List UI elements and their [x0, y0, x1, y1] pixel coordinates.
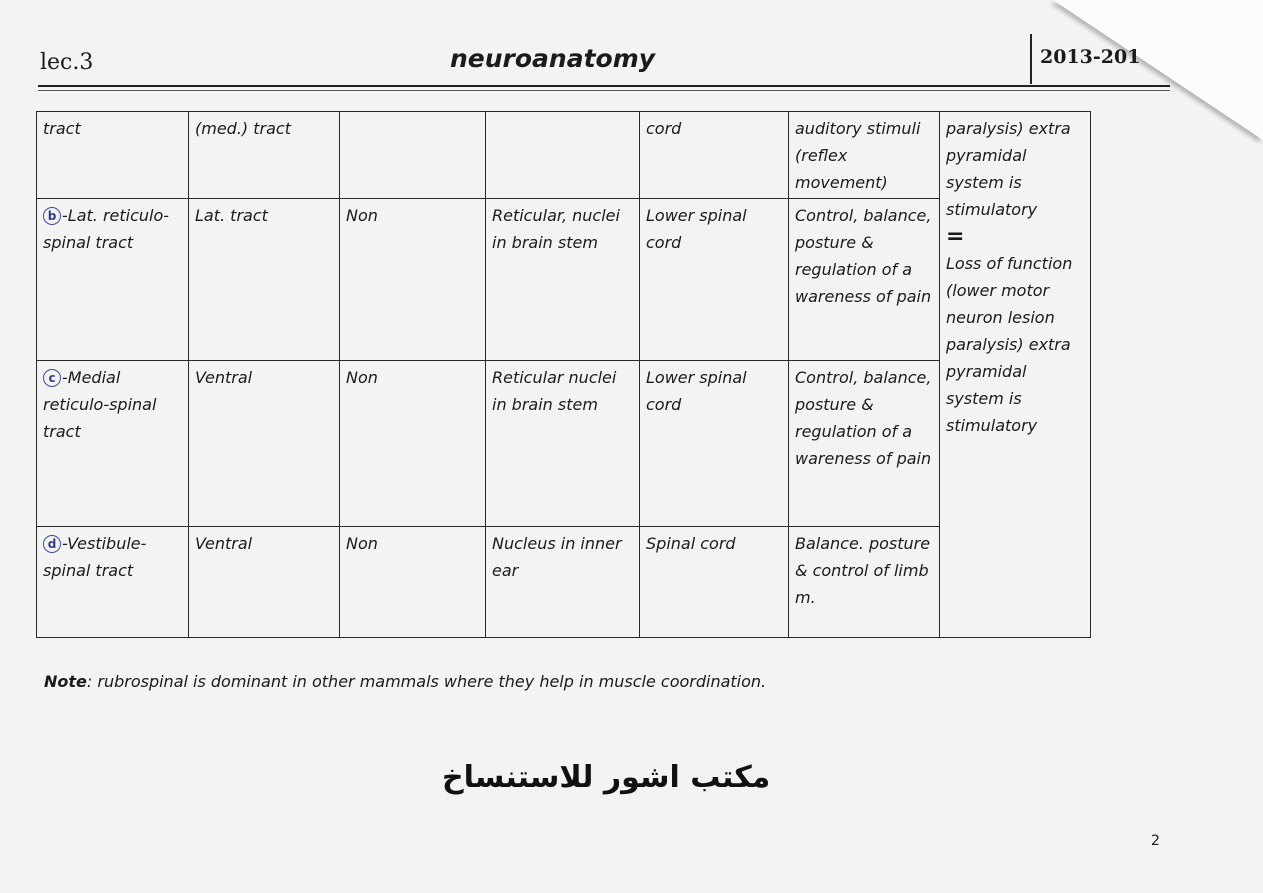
tract-name: -Vestibule-spinal tract: [43, 534, 147, 580]
year-label: 2013-201: [1040, 46, 1141, 68]
header-divider: [1030, 34, 1032, 84]
table-cell: Balance. posture & control of limb m.: [789, 527, 940, 638]
table-cell: [37, 361, 189, 527]
table-cell: [340, 112, 486, 199]
lesion-before-text: paralysis) extra pyramidal system is stimulatory: [946, 119, 1071, 219]
header-rule-thin: [38, 90, 1170, 91]
tract-name: -Medial reticulo-spinal tract: [43, 368, 157, 441]
table-cell: (med.) tract: [189, 112, 340, 199]
tract-name: -Lat. reticulo-spinal tract: [43, 206, 170, 252]
table-row: [37, 112, 1091, 199]
page-title: neuroanatomy: [450, 44, 656, 73]
table-cell: [37, 527, 189, 638]
table-cell: Reticular nuclei in brain stem: [486, 361, 640, 527]
header-rule: [38, 85, 1170, 87]
lesion-effect-cell: [940, 112, 1091, 638]
table-cell: tract: [37, 112, 189, 199]
table-cell: Spinal cord: [640, 527, 789, 638]
marker-circle-c: c: [43, 369, 61, 387]
table-cell: Non: [340, 527, 486, 638]
note-paragraph: [44, 672, 766, 691]
table-row: [37, 527, 1091, 638]
table-cell: Non: [340, 199, 486, 361]
table-cell: Non: [340, 361, 486, 527]
table-cell: Control, balance, posture & regulation of a wareness of pain: [789, 361, 940, 527]
marker-circle-b: b: [43, 207, 61, 225]
table-cell: Ventral: [189, 361, 340, 527]
note-label: Note: [44, 672, 87, 691]
lecture-label: lec.3: [40, 50, 94, 75]
equals-sign: =: [946, 224, 965, 249]
table-row: [37, 361, 1091, 527]
table-cell: cord: [640, 112, 789, 199]
lesion-after-text: Loss of function (lower motor neuron lesion paralysis) extra pyramidal system is stimulatory: [946, 254, 1073, 435]
table-cell: Lat. tract: [189, 199, 340, 361]
table-cell: [486, 112, 640, 199]
marker-circle-d: d: [43, 535, 61, 553]
table-cell: Lower spinal cord: [640, 361, 789, 527]
table-cell: auditory stimuli (reflex movement): [789, 112, 940, 199]
note-text: : rubrospinal is dominant in other mammals where they help in muscle coordination.: [86, 672, 767, 691]
copy-shop-stamp: مكتب اشور للاستنساخ: [442, 760, 771, 795]
table-cell: Nucleus in inner ear: [486, 527, 640, 638]
tracts-table: [36, 111, 1091, 638]
table-row: [37, 199, 1091, 361]
page-number: 2: [1151, 833, 1160, 849]
table-cell: Lower spinal cord: [640, 199, 789, 361]
table-cell: [37, 199, 189, 361]
table-cell: Control, balance, posture & regulation of a wareness of pain: [789, 199, 940, 361]
table-cell: Ventral: [189, 527, 340, 638]
table-cell: Reticular, nuclei in brain stem: [486, 199, 640, 361]
